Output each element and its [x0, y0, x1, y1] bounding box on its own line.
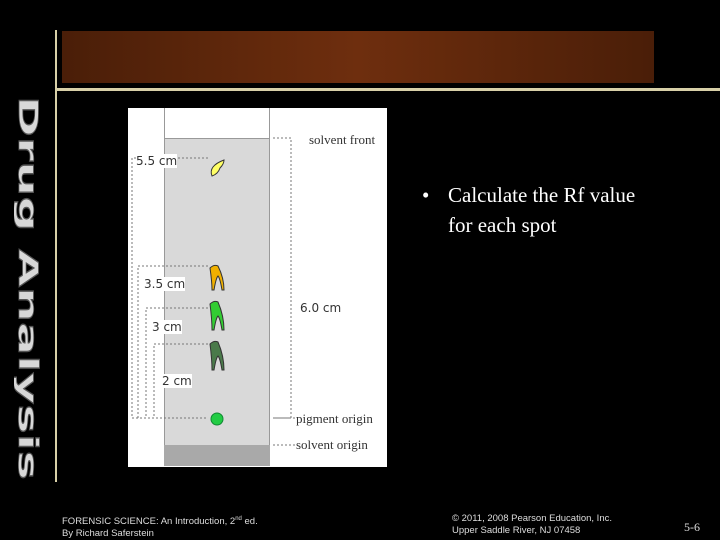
- title-bar: [62, 31, 654, 83]
- spot-green: [210, 301, 224, 330]
- footer-book-title-end: ed.: [241, 516, 258, 528]
- spot-dark-green: [210, 341, 224, 370]
- footer-right: [452, 513, 612, 537]
- footer-book-title: [62, 513, 258, 528]
- spot-orange: [210, 265, 224, 290]
- label-6cm: 6.0 cm: [300, 301, 342, 315]
- side-title: [14, 96, 44, 482]
- spot-yellow: [211, 160, 224, 176]
- bullet-line-1: Calculate the Rf value: [448, 183, 636, 207]
- bullet-point: [422, 180, 696, 240]
- footer-left: [62, 513, 258, 540]
- footer-address: Upper Saddle River, NJ 07458: [452, 525, 581, 536]
- bullet-line-2: for each spot: [448, 213, 557, 237]
- horizontal-rule: [55, 88, 720, 91]
- label-solvent-origin: solvent origin: [296, 437, 368, 452]
- page-number: 5-6: [684, 520, 700, 534]
- vertical-rule: [55, 30, 57, 482]
- label-solvent-front: solvent front: [309, 132, 376, 147]
- side-title-text: Drug Analysis: [14, 96, 43, 307]
- spot-origin: [211, 413, 223, 425]
- label-2cm: 2 cm: [162, 374, 192, 388]
- footer-author: By Richard Saferstein: [62, 528, 154, 540]
- footer-copyright: © 2011, 2008 Pearson Education, Inc.: [452, 513, 612, 524]
- bullet-icon: •: [422, 183, 430, 207]
- label-5-5cm: 5.5 cm: [136, 154, 178, 168]
- distance-bracket-6cm: [273, 138, 291, 418]
- label-3cm: 3 cm: [152, 320, 182, 334]
- label-3-5cm: 3.5 cm: [144, 277, 186, 291]
- tlc-diagram: [128, 108, 387, 467]
- footer-book-title-text: FORENSIC SCIENCE: An Introduction, 2: [62, 516, 236, 528]
- label-pigment-origin: pigment origin: [296, 411, 373, 426]
- side-title-svg: [14, 96, 44, 482]
- footer-book-title-sup: nd: [235, 516, 242, 522]
